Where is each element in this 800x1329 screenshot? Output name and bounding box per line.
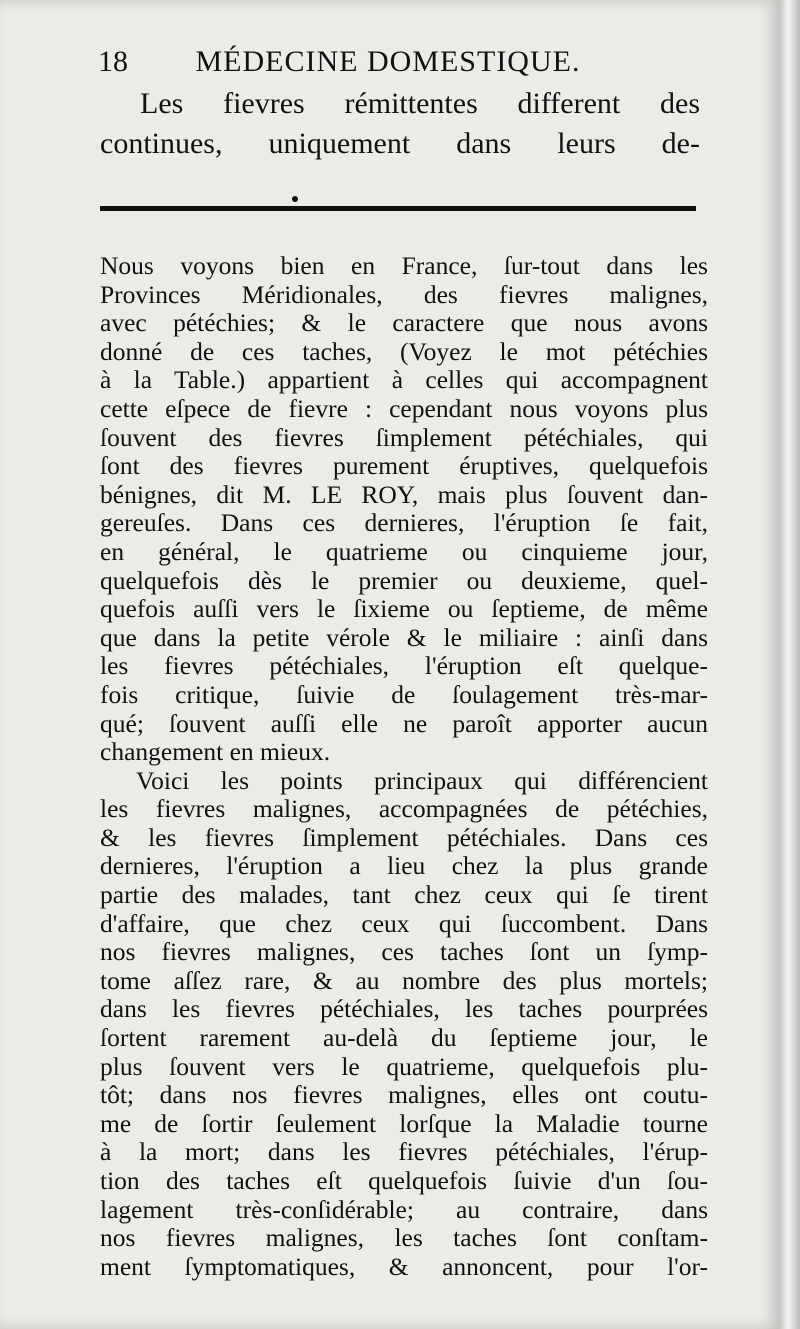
running-title: MÉDECINE DOMESTIQUE. xyxy=(195,45,581,78)
text-line: nos fievres malignes, ces taches ſont un ſymp- xyxy=(100,937,708,967)
text-line: nos fievres malignes, les taches ſont conſtam- xyxy=(100,1223,708,1253)
text-line: ſortent rarement au-delà du ſeptieme jour, le xyxy=(100,1023,708,1053)
text-line: gereuſes. Dans ces dernieres, l'éruption ſe fait, xyxy=(100,508,708,538)
page-edge xyxy=(780,0,800,1329)
page-number: 18 xyxy=(98,45,128,78)
text-line: cette eſpece de fievre : cependant nous voyons plus xyxy=(100,393,708,423)
text-line: partie des malades, tant chez ceux qui ſe tirent xyxy=(100,880,708,910)
text-line: que dans la petite vérole & le miliaire : ainſi dans xyxy=(100,622,708,652)
text-line: plus ſouvent vers le quatrieme, quelquefois plu- xyxy=(100,1051,708,1081)
text-line: & les fievres ſimplement pétéchiales. Dans ces xyxy=(100,822,708,852)
text-line: tôt; dans nos fievres malignes, elles ont coutu- xyxy=(100,1080,708,1110)
text-line: changement en mieux. xyxy=(100,737,331,767)
text-line: dernieres, l'éruption a lieu chez la plus grande xyxy=(100,851,708,881)
page-header xyxy=(98,42,708,82)
text-line: avec pétéchies; & le caractere que nous avons xyxy=(100,308,708,338)
text-line: en général, le quatrieme ou cinquieme jour, xyxy=(100,536,708,566)
text-line: fois critique, ſuivie de ſoulagement très-mar- xyxy=(100,679,708,709)
top-text-block xyxy=(100,84,700,164)
rule-ornament xyxy=(292,196,298,202)
text-line: les fievres malignes, accompagnées de pétéchies, xyxy=(100,794,708,824)
text-line: ſouvent des fievres ſimplement pétéchiales, qui xyxy=(100,422,708,452)
text-line: tome aſſez rare, & au nombre des plus mortels; xyxy=(100,965,708,995)
text-line: Provinces Méridionales, des fievres malignes, xyxy=(100,279,708,309)
text-line: quelquefois dès le premier ou deuxieme, quel- xyxy=(100,565,708,595)
text-line: Voici les points principaux qui différencient xyxy=(136,765,708,795)
text-line: continues, uniquement dans leurs de- xyxy=(100,127,700,160)
text-line: me de ſortir ſeulement lorſque la Maladie tourne xyxy=(100,1108,708,1138)
text-line: quefois auſſi vers le ſixieme ou ſeptieme, de même xyxy=(100,594,708,624)
text-line: ſont des fievres purement éruptives, quelquefois xyxy=(100,451,708,481)
text-line: Nous voyons bien en France, ſur-tout dans les xyxy=(100,251,708,280)
text-line: ment ſymptomatiques, & annoncent, pour l'or- xyxy=(100,1251,708,1281)
text-line: tion des taches eſt quelquefois ſuivie d'un ſou- xyxy=(100,1166,708,1195)
text-line: lagement très-conſidérable; au contraire, dans xyxy=(100,1194,708,1224)
text-line: à la mort; dans les fievres pétéchiales, l'érup- xyxy=(100,1137,708,1167)
text-line: donné de ces taches, (Voyez le mot pétéchies xyxy=(100,336,708,366)
section-rule xyxy=(100,206,696,211)
text-line: les fievres pétéchiales, l'éruption eſt quelque- xyxy=(100,651,708,681)
text-line: Les fievres rémittentes different des xyxy=(140,87,700,120)
text-line: bénignes, dit M. LE ROY, mais plus ſouvent dan- xyxy=(100,479,708,509)
text-line: d'affaire, que chez ceux qui ſuccombent. Dans xyxy=(100,908,708,938)
text-line: qué; ſouvent auſſi elle ne paroît apporter aucun xyxy=(100,708,708,738)
text-line: dans les fievres pétéchiales, les taches pourprées xyxy=(100,994,708,1024)
text-line: à la Table.) appartient à celles qui accompagnent xyxy=(100,365,708,395)
body-text xyxy=(100,252,708,1281)
